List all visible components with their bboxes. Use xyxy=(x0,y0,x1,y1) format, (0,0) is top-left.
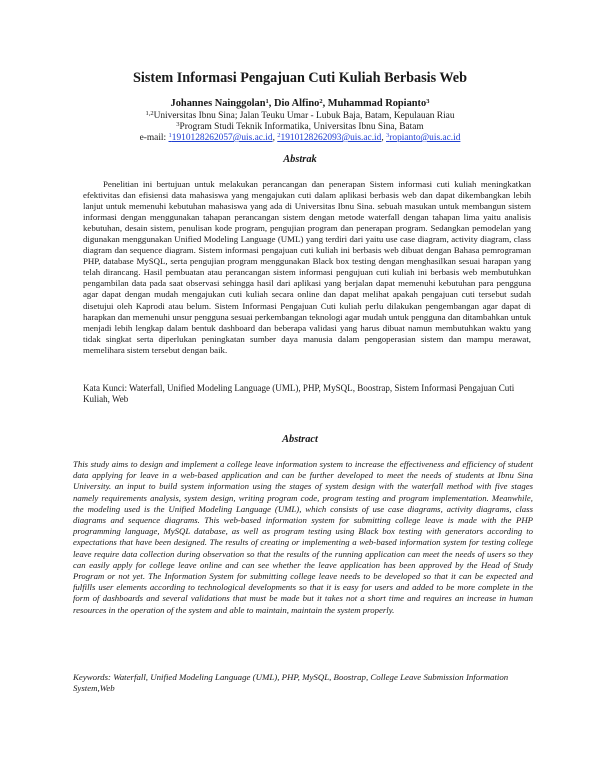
author-sup: 2 xyxy=(319,98,323,105)
affiliation-2 xyxy=(40,122,560,132)
abstract-heading: Abstract xyxy=(282,434,318,445)
abstract-body: This study aims to design and implement a college leave information system to increase the effectiveness and efficiency of student data applying for leave in a web-based application and can be further developed to meet the needs of students at Ibnu Sina University. an input to build system information using the stages of system design with the waterfall method with five stages namely requirements analysis, system design, writing program code, program testing and program implementation. Meanwhile, the modeling used is the Unified Modeling Language (UML), which consists of use case diagrams, activity diagrams, class diagrams and sequence diagrams. This web-based information system for submitting college leave is made with the PHP programming language, MySQL database, as well as program testing using Black box testing with generators according to expectations that have been designed. The results of creating or implementing a web-based information system for testing college leave require data collection during observation so that the results of the running application can meet the needs of users so they can easily apply for college leave online and can see whether the leave application has been approved by the Head of Study Program or not yet. The Information System for submitting college leave needs to be developed so that it can be expected and fulfills user elements according to technological developments so that it is easy for users and added to be more complete in the form of dashboards and several validations that must be made but it takes not a short time and requires an increase in human resources in the operation of the system and able to maintain, maintain the system properly. xyxy=(73,459,533,615)
affiliation-1 xyxy=(40,111,560,121)
email-label: e-mail: xyxy=(139,133,169,143)
email-sup: 2 xyxy=(277,132,281,139)
email-link-2[interactable] xyxy=(277,133,381,143)
author-sup: 3 xyxy=(426,98,430,105)
affiliation-sup: 1,2 xyxy=(145,110,154,117)
paper-title: Sistem Informasi Pengajuan Cuti Kuliah Berbasis Web xyxy=(133,70,467,86)
email-sup: 1 xyxy=(168,132,172,139)
author-sup: 1 xyxy=(265,98,269,105)
email-address: 1910128262093@uis.ac.id xyxy=(280,133,382,143)
affiliation-sup: 3 xyxy=(176,121,180,128)
email-line: e-mail: $^1$1910128262057@uis.ac.id, $^2$1910128262093@uis.ac.id, $^3$ropianto@uis.ac.id xyxy=(139,132,461,143)
author-name: Johannes Nainggolan xyxy=(170,98,266,109)
abstrak-keywords: Kata Kunci: Waterfall, Unified Modeling Language (UML), PHP, MySQL, Boostrap, Sistem Informasi Pengajuan Cuti Kuliah, Web xyxy=(83,383,515,405)
abstrak-heading: Abstrak xyxy=(283,154,317,165)
author-name: Muhammad Ropianto xyxy=(327,98,427,109)
affiliation-text: Program Studi Teknik Informatika, Universitas Ibnu Sina, Batam xyxy=(179,122,424,132)
abstrak-body: Penelitian ini bertujuan untuk melakukan perancangan dan penerapan Sistem informasi cuti kuliah meningkatkan efektivitas dan efisiensi data mahasiswa yang mengajukan cuti dalam aplikasi berbasis web dan dapat dikembangkan lebih lanjut untuk memenuhi kebutuhan mahasiswa yang ada di Universitas Ibnu Sina. sebuah masukan untuk membangun sistem informasi dengan menggunakan tahapan perancangan sistem dengan metode waterfall dengan tahapan lima yaitu analisis kebutuhan, desain sistem, penulisan kode program, pengujian program dan penerapan program. Sedangkan pemodelan yang digunakan menggunakan Unified Modeling Language (UML) yang terdiri dari yaitu use case diagram, activity diagram, class diagram dan sequence diagram. Sistem informasi pengajuan cuti kuliah ini berbasis web dibuat dengan Bahasa pemrograman PHP, database MySQL, serta pengujian program menggunakan Black box testing dengan menghasilkan sesuai harapan yang telah dirancang. Hasil pembuatan atau perancangan sistem informasi pengujuan cuti kuliah ini berbasis web membutuhkan pengambilan data pada saat observasi sehingga hasil dari aplikasi yang berjalan dapat memenuhi kebutuhan para pengguna agar dapat dengan mudah mengajukan cuti kuliah secara online dan dapat melihat apakah pengajuan cuti tersebut sudah disetujui oleh Kaprodi atau belum. Sistem Informasi Pengajuan Cuti kuliah perlu dilakukan pengembangan agar dapat di harapkan dan memenuhi unsur pengguna sesuai perkembangan teknologi agar mudah untuk pengguna dan ditambahkan untuk menjadi lebih lengkap dalam bentuk dashboard dan beberapa validasi yang harus dibuat namun membutuhkan waktu yang tidak singkat serta diperlukan peningkatan sumber daya manusia dalam pengoperasian sistem dan mampu merawat, memelihara sistem tersebut dengan baik. xyxy=(83,179,531,355)
email-address: ropianto@uis.ac.id xyxy=(389,133,461,143)
author-name: Dio Alfino xyxy=(273,98,320,109)
email-link-1[interactable] xyxy=(169,133,273,143)
affiliation-text: Universitas Ibnu Sina; Jalan Teuku Umar - Lubuk Baja, Batam, Kepulauan Riau xyxy=(153,111,455,121)
email-address: 1910128262057@uis.ac.id xyxy=(171,133,273,143)
email-sup: 3 xyxy=(386,132,390,139)
author-list: Johannes Nainggolan$^1$, Dio Alfino$^2$, Muhammad Ropianto$^3$ xyxy=(170,98,430,109)
email-link-3[interactable] xyxy=(386,133,460,143)
abstract-keywords: Keywords: Waterfall, Unified Modeling Language (UML), PHP, MySQL, Boostrap, College Leave Submission Information System,Web xyxy=(73,672,509,694)
